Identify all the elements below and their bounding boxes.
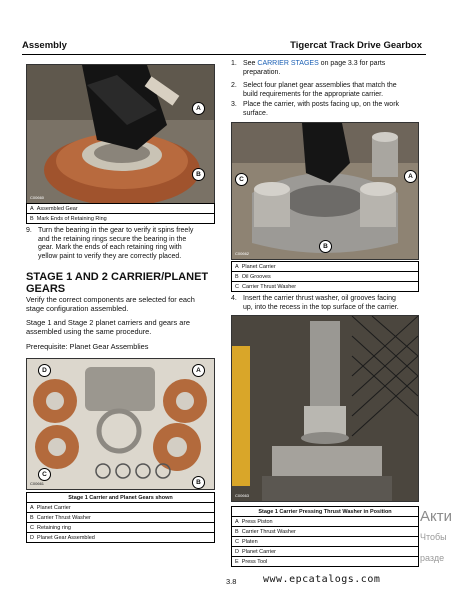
- step-9: 9. Turn the bearing in the gear to verify it spins freely and the retaining rings secure the bearing in the gear. Mark the ends of each retaining ring with yellow paint to verify they are correctly placed.: [26, 227, 194, 260]
- legend-row: D Planet Carrier: [232, 547, 419, 557]
- legend-row: B Carrier Thrust Washer: [27, 513, 215, 523]
- figure-code: C00660: [30, 195, 45, 200]
- legend-row: A Planet Carrier: [232, 262, 419, 272]
- legend-row: A Planet Carrier: [27, 503, 215, 513]
- figure-caption: Stage 1 Carrier and Planet Gears shown: [27, 493, 215, 503]
- section-heading: STAGE 1 AND 2 CARRIER/PLANET GEARS: [26, 271, 209, 295]
- callout-b: B: [192, 168, 205, 181]
- legend-row: D Planet Gear Assembled: [27, 533, 215, 543]
- callout-d: D: [38, 364, 51, 377]
- callout-a: A: [192, 364, 205, 377]
- callout-c: C: [235, 173, 248, 186]
- legend-row: B Oil Grooves: [232, 272, 419, 282]
- step-2: 2. Select four planet gear assemblies that match the build requirements for the appropriate carrier.: [231, 82, 397, 98]
- legend-row: E Press Tool: [232, 557, 419, 567]
- legend-row: C Carrier Thrust Washer: [232, 282, 419, 292]
- legend-row: B Carrier Thrust Washer: [232, 527, 419, 537]
- carrier-stages-link[interactable]: CARRIER STAGES: [257, 60, 319, 67]
- catalog-url[interactable]: www.epcatalogs.com: [263, 574, 381, 585]
- figure-carrier-gears-photo: [26, 358, 215, 490]
- paragraph-verify: Verify the correct components are selected for each stage configuration assembled.: [26, 295, 195, 314]
- callout-a: A: [404, 170, 417, 183]
- prerequisite-text: Prerequisite: Planet Gear Assemblies: [26, 342, 149, 351]
- figure-assembled-gear-photo: [26, 64, 215, 204]
- product-header: Tigercat Track Drive Gearbox: [290, 40, 422, 51]
- step-4: 4. Insert the carrier thrust washer, oil grooves facing up, into the recess in the top surface of the carrier.: [231, 295, 399, 311]
- header-divider: [22, 54, 426, 55]
- callout-a: A: [192, 102, 205, 115]
- legend-row: A Assembled Gear: [27, 204, 215, 214]
- figure-code: C00662: [235, 251, 250, 256]
- step-1: 1. See CARRIER STAGES on page 3.3 for parts preparation.: [231, 60, 386, 76]
- callout-b: B: [319, 240, 332, 253]
- step-3: 3. Place the carrier, with posts facing up, on the work surface.: [231, 101, 400, 117]
- legend-row: B Mark Ends of Retaining Ring: [27, 214, 215, 224]
- figure-press-washer-photo: [231, 315, 419, 502]
- figure-code: C00663: [235, 493, 250, 498]
- figure-legend: [26, 203, 215, 224]
- figure-planet-carrier-photo: [231, 122, 419, 260]
- callout-c: C: [38, 468, 51, 481]
- activation-watermark: разде: [420, 553, 445, 563]
- legend-row: C Retaining ring: [27, 523, 215, 533]
- figure-code: C00661: [30, 481, 45, 486]
- callout-b: B: [192, 476, 205, 489]
- paragraph-stages: Stage 1 and Stage 2 planet carriers and gears are assembled using the same procedure.: [26, 318, 190, 337]
- section-header: Assembly: [22, 40, 67, 51]
- figure-legend: [26, 492, 215, 543]
- figure-legend: [231, 261, 419, 292]
- legend-row: A Press Piston: [232, 517, 419, 527]
- legend-row: C Platen: [232, 537, 419, 547]
- figure-legend: [231, 506, 419, 567]
- activation-watermark: Акти: [420, 508, 452, 525]
- page-number: 3.8: [226, 577, 237, 586]
- activation-watermark: Чтобы: [420, 532, 447, 542]
- figure-caption: Stage 1 Carrier Pressing Thrust Washer in Position: [232, 507, 419, 517]
